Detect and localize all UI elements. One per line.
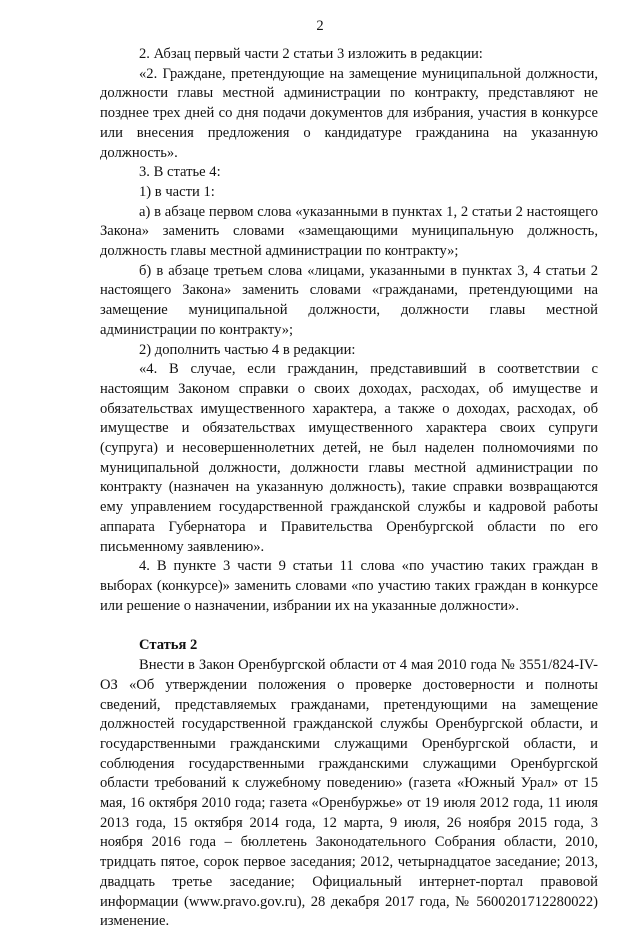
paragraph-8: «4. В случае, если гражданин, представивший в соответствии с настоящим Законом справки о своих доходах, расходах, об имуществе и обязательствах имущественного характера, а также о доходах, расходах, об имуществе и обязательствах имущественного характера своих супруги (супруга) и несовершеннолетних детей, не был наделен полномочиями по муниципальной должности, должности главы местной администрации по контракту (назначен на указанную должность), такие справки возвращаются ему управлением государственной гражданской службы и кадровой работы аппарата Губернатора и Правительства Оренбургской области по его письменному заявлению». — [100, 361, 598, 555]
paragraph-1: 2. Абзац первый части 2 статьи 3 изложить в редакции: — [139, 46, 483, 62]
paragraph-7: 2) дополнить частью 4 в редакции: — [139, 341, 356, 358]
paragraph-4: 1) в части 1: — [139, 183, 215, 200]
article-text: Внести в Закон Оренбургской области от 4 мая 2010 года № 3551/824-IV-ОЗ «Об утверждении положения о проверке достоверности и полноты сведений, представляемых гражданами, претендующими на замещение должностей государственной гражданской службы Оренбургской области, и государственными гражданскими служащими Оренбургской области, и соблюдения государственными гражданскими служащими Оренбургской области требований к служебному поведению» (газета «Южный Урал» от 15 мая, 16 октября 2010 года; газета «Оренбуржье» от 19 июля 2012 года, 11 июля 2013 года, 15 октября 2014 года, 12 марта, 9 июля, 26 ноября 2015 года, 3 ноября 2016 года – бюллетень Законодательного Собрания области, 2010, тридцать пятое, сорок первое заседания; 2012, четырнадцатое заседание; 2013, двадцать третье заседание; Официальный интернет-портал правовой информации (www.pravo.gov.ru), 28 декабря 2017 года, № 5600201712280022) изменение. — [100, 657, 598, 930]
document-body — [100, 45, 598, 932]
paragraph-3: 3. В статье 4: — [139, 164, 221, 181]
paragraph-6: б) в абзаце третьем слова «лицами, указанными в пунктах 3, 4 статьи 2 настоящего Закона» заменить словами «гражданами, претендующими на замещение муниципальной должности, должности главы местной администрации по контракту»; — [100, 262, 598, 338]
section-spacer — [100, 616, 598, 636]
paragraph-5: а) в абзаце первом слова «указанными в пунктах 1, 2 статьи 2 настоящего Закона» заменить словами «замещающими муниципальную должность, должность главы местной администрации по контракту»; — [100, 203, 598, 260]
article-heading: Статья 2 — [139, 637, 198, 654]
paragraph-9: 4. В пункте 3 части 9 статьи 11 слова «по участию таких граждан в выборах (конкурсе)» заменить словами «по участию таких граждан в конкурсе или решение о назначении, избрании их на указанные должности». — [100, 558, 598, 614]
paragraph-2: «2. Граждане, претендующие на замещение муниципальной должности, должности главы местной администрации по контракту, представляют не позднее трех дней со дня подачи документов для избрания, участия в конкурсе или внесения предложения о кандидатуре гражданина на указанную должность». — [100, 65, 598, 161]
page-number: 2 — [316, 18, 324, 34]
